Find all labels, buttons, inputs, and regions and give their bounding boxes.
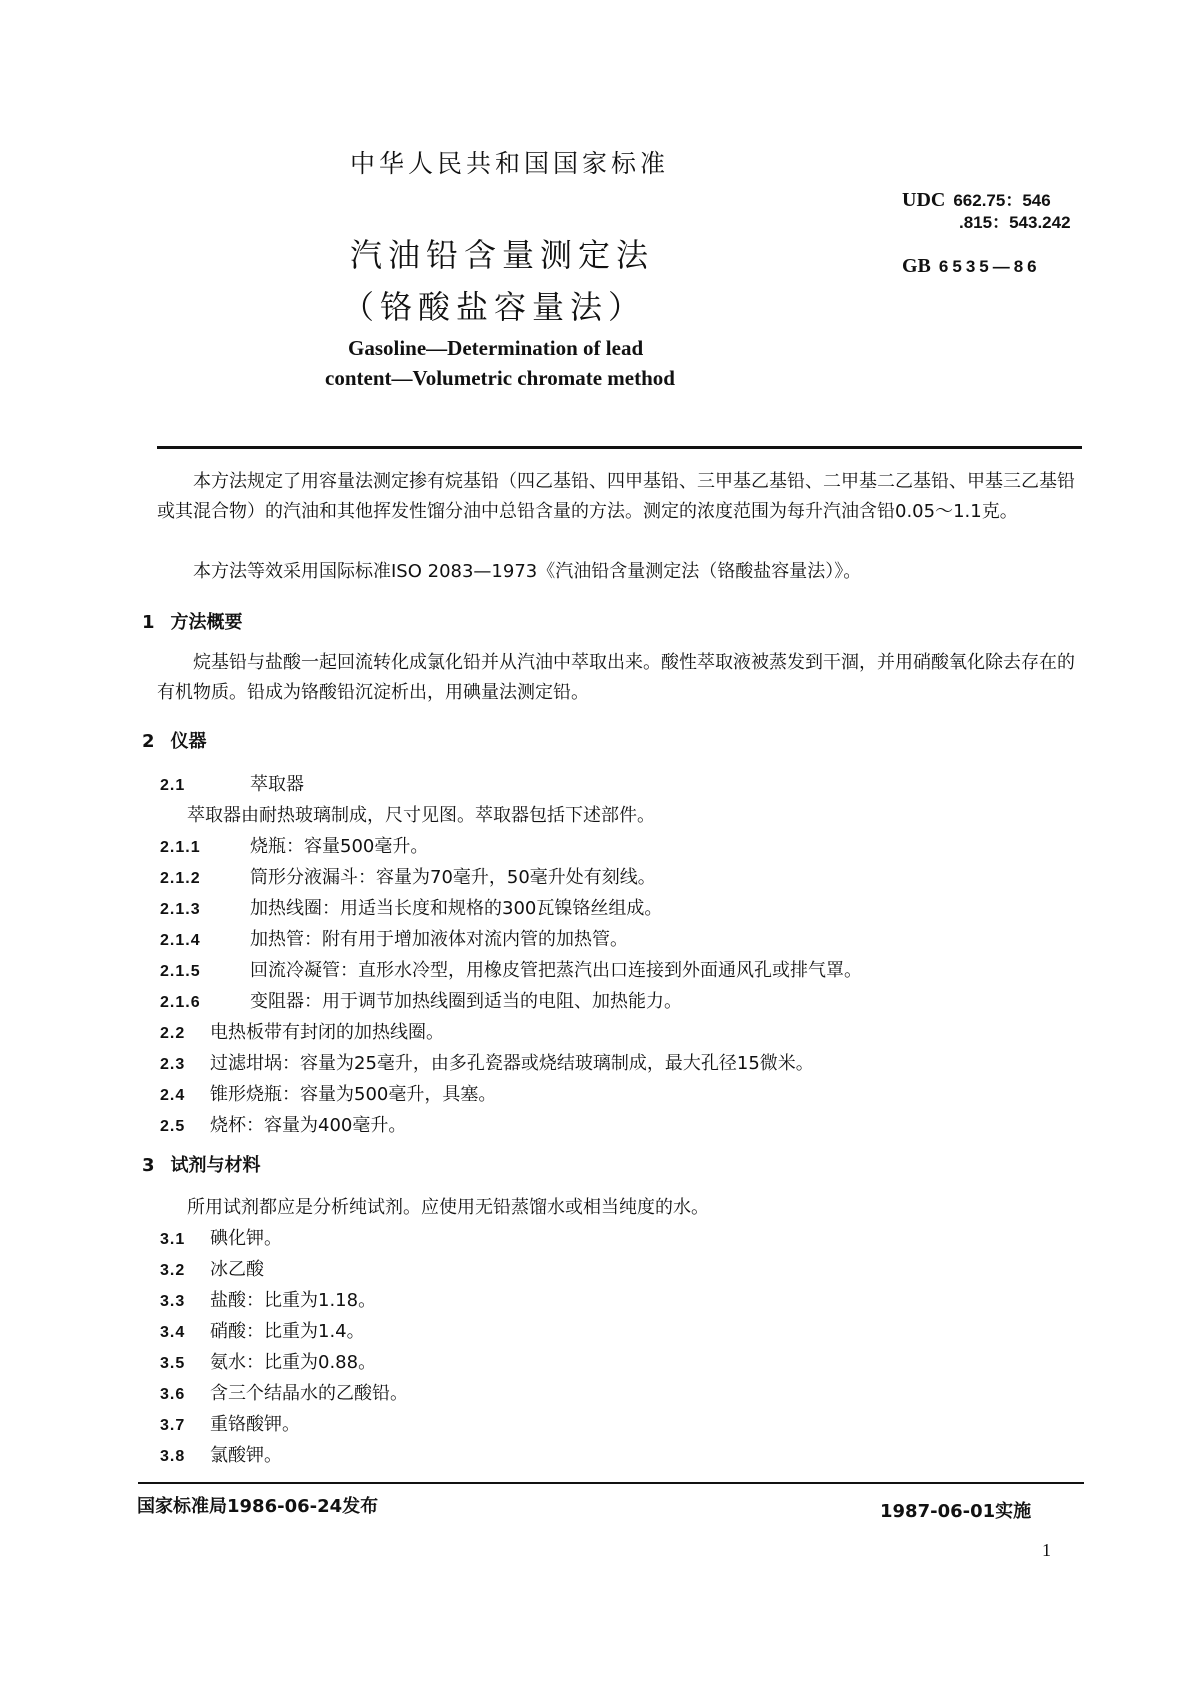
clause-number: 2.1.5 bbox=[160, 963, 201, 980]
section-3-number: 3 bbox=[142, 1155, 155, 1176]
section-1-number: 1 bbox=[142, 612, 155, 633]
clause-2-1-desc: 萃取器由耐热玻璃制成，尺寸见图。萃取器包括下述部件。 bbox=[187, 805, 655, 826]
clause-text: 萃取器 bbox=[250, 774, 304, 795]
clause-3-7 bbox=[160, 1410, 300, 1436]
section-2-number: 2 bbox=[142, 731, 155, 752]
section-2-label: 仪器 bbox=[170, 731, 207, 752]
section-1-heading bbox=[142, 608, 243, 634]
clause-text: 回流冷凝管：直形水冷型，用橡皮管把蒸汽出口连接到外面通风孔或排气罩。 bbox=[250, 960, 862, 981]
clause-3-1 bbox=[160, 1224, 282, 1250]
effective-date: 1987-06-01实施 bbox=[880, 1501, 1032, 1522]
clause-2-1-4 bbox=[160, 925, 628, 951]
section-1-label: 方法概要 bbox=[170, 612, 243, 633]
gb-code: 6535—86 bbox=[938, 257, 1041, 276]
clause-3-8 bbox=[160, 1441, 282, 1467]
issue-date: 国家标准局1986-06-24发布 bbox=[137, 1496, 379, 1517]
clause-3-2 bbox=[160, 1255, 264, 1281]
clause-2-1 bbox=[160, 770, 304, 796]
intro-paragraph-2: 本方法等效采用国际标准ISO 2083—1973《汽油铅含量测定法（铬酸盐容量法）》。 bbox=[193, 561, 862, 582]
country-standard-heading: 中华人民共和国国家标准 bbox=[350, 149, 670, 178]
intro-paragraph-1: 本方法规定了用容量法测定掺有烷基铅（四乙基铅、四甲基铅、三甲基乙基铅、二甲基二乙基铅、甲基三乙基铅或其混合物）的汽油和其他挥发性馏分油中总铅含量的方法。测定的浓度范围为每升汽油含铅0.05～1.1克。 bbox=[157, 471, 1075, 522]
udc-line2: .815：543.242 bbox=[959, 213, 1071, 232]
clause-2-5 bbox=[160, 1111, 406, 1137]
clause-text: 氨水：比重为0.88。 bbox=[210, 1352, 377, 1373]
clause-number: 3.4 bbox=[160, 1324, 186, 1341]
clause-3-3 bbox=[160, 1286, 376, 1312]
clause-number: 2.1.3 bbox=[160, 901, 201, 918]
section-3-heading bbox=[142, 1151, 261, 1177]
clause-text: 烧杯：容量为400毫升。 bbox=[210, 1115, 407, 1136]
title-cn-line1: 汽油铅含量测定法 bbox=[350, 236, 655, 274]
clause-number: 2.4 bbox=[160, 1087, 186, 1104]
clause-number: 2.1.4 bbox=[160, 932, 201, 949]
clause-text: 硝酸：比重为1.4。 bbox=[210, 1321, 365, 1342]
clause-number: 3.1 bbox=[160, 1231, 186, 1248]
udc-line1: 662.75：546 bbox=[953, 191, 1051, 210]
clause-number: 3.2 bbox=[160, 1262, 186, 1279]
section-3-label: 试剂与材料 bbox=[170, 1155, 261, 1176]
clause-2-4 bbox=[160, 1080, 496, 1106]
clause-number: 3.5 bbox=[160, 1355, 186, 1372]
title-en-line2: content—Volumetric chromate method bbox=[325, 366, 675, 390]
section-1-text: 烷基铅与盐酸一起回流转化成氯化铅并从汽油中萃取出来。酸性萃取液被蒸发到干涸，并用硝酸氧化除去存在的有机物质。铅成为铬酸铅沉淀析出，用碘量法测定铅。 bbox=[157, 652, 1075, 703]
section-2-heading bbox=[142, 727, 207, 753]
clause-text: 冰乙酸 bbox=[210, 1259, 264, 1280]
clause-text: 氯酸钾。 bbox=[210, 1445, 282, 1466]
clause-number: 2.1.2 bbox=[160, 870, 201, 887]
clause-2-2 bbox=[160, 1018, 444, 1044]
clause-text: 碘化钾。 bbox=[210, 1228, 282, 1249]
header-divider bbox=[157, 446, 1082, 449]
footer-divider bbox=[138, 1482, 1084, 1484]
clause-number: 3.8 bbox=[160, 1448, 186, 1465]
clause-text: 筒形分液漏斗：容量为70毫升，50毫升处有刻线。 bbox=[250, 867, 656, 888]
title-en-line1: Gasoline—Determination of lead bbox=[348, 336, 644, 360]
clause-2-3 bbox=[160, 1049, 814, 1075]
title-cn-line2: （铬酸盐容量法） bbox=[342, 288, 647, 326]
clause-text: 加热线圈：用适当长度和规格的300瓦镍铬丝组成。 bbox=[250, 898, 663, 919]
clause-text: 含三个结晶水的乙酸铅。 bbox=[210, 1383, 408, 1404]
clause-2-1-3 bbox=[160, 894, 662, 920]
clause-text: 过滤坩埚：容量为25毫升，由多孔瓷器或烧结玻璃制成，最大孔径15微米。 bbox=[210, 1053, 814, 1074]
clause-number: 2.1 bbox=[160, 777, 186, 794]
clause-3-6 bbox=[160, 1379, 408, 1405]
clause-2-1-6 bbox=[160, 987, 682, 1013]
clause-text: 盐酸：比重为1.18。 bbox=[210, 1290, 377, 1311]
section-3-intro: 所用试剂都应是分析纯试剂。应使用无铅蒸馏水或相当纯度的水。 bbox=[187, 1197, 709, 1218]
clause-text: 变阻器：用于调节加热线圈到适当的电阻、加热能力。 bbox=[250, 991, 682, 1012]
clause-number: 2.3 bbox=[160, 1056, 186, 1073]
clause-2-1-2 bbox=[160, 863, 656, 889]
gb-number bbox=[902, 255, 1041, 278]
clause-text: 重铬酸钾。 bbox=[210, 1414, 300, 1435]
clause-text: 烧瓶：容量500毫升。 bbox=[250, 836, 429, 857]
clause-text: 锥形烧瓶：容量为500毫升，具塞。 bbox=[210, 1084, 497, 1105]
clause-text: 加热管：附有用于增加液体对流内管的加热管。 bbox=[250, 929, 628, 950]
clause-3-5 bbox=[160, 1348, 376, 1374]
clause-number: 3.7 bbox=[160, 1417, 186, 1434]
page-number: 1 bbox=[1042, 1540, 1051, 1560]
clause-2-1-5 bbox=[160, 956, 862, 982]
clause-2-1-1 bbox=[160, 832, 428, 858]
clause-3-4 bbox=[160, 1317, 365, 1343]
clause-number: 3.6 bbox=[160, 1386, 186, 1403]
clause-text: 电热板带有封闭的加热线圈。 bbox=[210, 1022, 444, 1043]
clause-number: 2.2 bbox=[160, 1025, 186, 1042]
clause-number: 2.1.1 bbox=[160, 839, 201, 856]
gb-label: GB bbox=[902, 255, 931, 277]
clause-number: 2.1.6 bbox=[160, 994, 201, 1011]
clause-number: 3.3 bbox=[160, 1293, 186, 1310]
clause-number: 2.5 bbox=[160, 1118, 186, 1135]
udc-label: UDC bbox=[902, 189, 946, 211]
